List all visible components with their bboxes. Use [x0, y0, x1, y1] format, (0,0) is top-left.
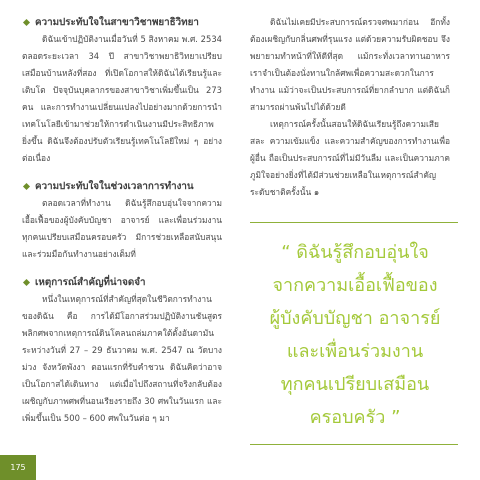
quote-text: ครอบครัว [309, 407, 386, 428]
paragraph: หนึ่งในเหตุการณ์ที่สำคัญที่สุดในชีวิตการทำงานของดิฉัน คือ การได้มีโอกาสร่วมปฏิบัติงานชันสูตรพลิกศพจากเหตุการณ์ดินโคลนถล่มภาคใต้ตั้งอันดามัน ระหว่างวันที่ 27 – 29 ธันวาคม พ.ศ. 2547 ณ วัดบางม่วง จังหวัดพังงา ตอนแรกที่รับคำชวน ดิฉันคิดว่าอาจเป็นโอกาสได้เดินทาง แต่เมื่อไปถึงสถานที่จริงกลับต้องเผชิญกับภาพศพที่นอนเรียงรายถึง 30 ศพในวันแรก และเพิ่มขึ้นเป็น 500 – 600 ศพในวันต่อ ๆ มา [22, 294, 222, 423]
right-column [250, 14, 450, 201]
quote-line-2: จากความเอื้อเฟื้อของ [272, 275, 438, 296]
quote-line-3: ผู้บังคับบัญชา อาจารย์ [269, 308, 441, 329]
bullet-diamond-icon [23, 19, 30, 26]
quote-line-1 [262, 236, 448, 269]
quote-bottom-rule [250, 444, 458, 445]
paragraph: ตลอดเวลาที่ทำงาน ดิฉันรู้สึกอบอุ่นใจจากความเอื้อเฟื้อของผู้บังคับบัญชา อาจารย์ และเพื่อนร่วมงาน ทุกคนเปรียบเสมือนครอบครัว มีการช่วยเหลือสนับสนุน และร่วมมือกันทำงานอย่างเต็มที่ [22, 198, 222, 259]
quote-line-4: และเพื่อนร่วมงาน [286, 341, 424, 362]
paragraph: เหตุการณ์ครั้งนั้นสอนให้ดิฉันเรียนรู้ถึงความเสียสละ ความเข้มแข็ง และความสำคัญของการทำงานเพื่อผู้อื่น ถือเป็นประสบการณ์ที่ไม่มีวันลืม และเป็นความภาคภูมิใจอย่างยิ่งที่ได้มีส่วนช่วยเหลือในเหตุการณ์สำคัญระดับชาติครั้งนั้น ๑ [250, 119, 450, 197]
section-heading [22, 14, 222, 31]
pull-quote [262, 236, 448, 434]
page-number: 175 [0, 455, 36, 480]
quote-text: ดิฉันรู้สึกอบอุ่นใจ [296, 242, 429, 263]
quote-line-5: ทุกคนเปรียบเสมือน [280, 374, 430, 395]
close-quote-mark: ” [391, 407, 401, 428]
section-career-impression [22, 14, 222, 167]
paragraph: ดิฉันเข้าปฏิบัติงานเมื่อวันที่ 5 สิงหาคม พ.ศ. 2534 ตลอดระยะเวลา 34 ปี สาขาวิชาพยาธิวิทยาเปรียบเสมือนบ้านหลังที่สอง ที่เปิดโอกาสให้ดิฉันได้เรียนรู้และเติบโต ปัจจุบันบุคลากรของสาขาวิชาเพิ่มขึ้นเป็น 273 คน และการทำงานเปลี่ยนแปลงไปอย่างมากด้วยการนำเทคโนโลยีเข้ามาช่วยให้การดำเนินงานมีประสิทธิภาพยิ่งขึ้น ดิฉันจึงต้องปรับตัวเรียนรู้เทคโนโลยีใหม่ ๆ อย่างต่อเนื่อง [22, 34, 222, 163]
paragraph: ดิฉันไม่เคยมีประสบการณ์ตรวจศพมาก่อน อีกทั้งต้องเผชิญกับกลิ่นศพที่รุนแรง แต่ด้วยความรับผิดชอบ จึงพยายามทำหน้าที่ให้ดีที่สุด แม้กระทั่งเวลาทานอาหาร เราจำเป็นต้องนั่งทานใกล้ศพเพื่อความสะดวกในการทำงาน แม้ว่าจะเป็นประสบการณ์ที่ยากลำบาก แต่ดิฉันก็สามารถผ่านพ้นไปได้ด้วยดี [250, 17, 450, 112]
section-heading-text: ความประทับใจในสาขาวิชาพยาธิวิทยา [35, 17, 199, 28]
section-heading-text: เหตุการณ์สำคัญที่น่าจดจำ [35, 277, 146, 288]
section-heading [22, 178, 222, 195]
bullet-diamond-icon [23, 183, 30, 190]
quote-top-rule [250, 222, 458, 223]
section-work-period [22, 178, 222, 263]
open-quote-mark: “ [281, 242, 291, 263]
bullet-diamond-icon [23, 279, 30, 286]
left-column [22, 14, 222, 438]
section-heading-text: ความประทับใจในช่วงเวลาการทำงาน [35, 181, 194, 192]
section-heading [22, 274, 222, 291]
section-memorable-event [22, 274, 222, 427]
quote-line-6 [262, 401, 448, 434]
